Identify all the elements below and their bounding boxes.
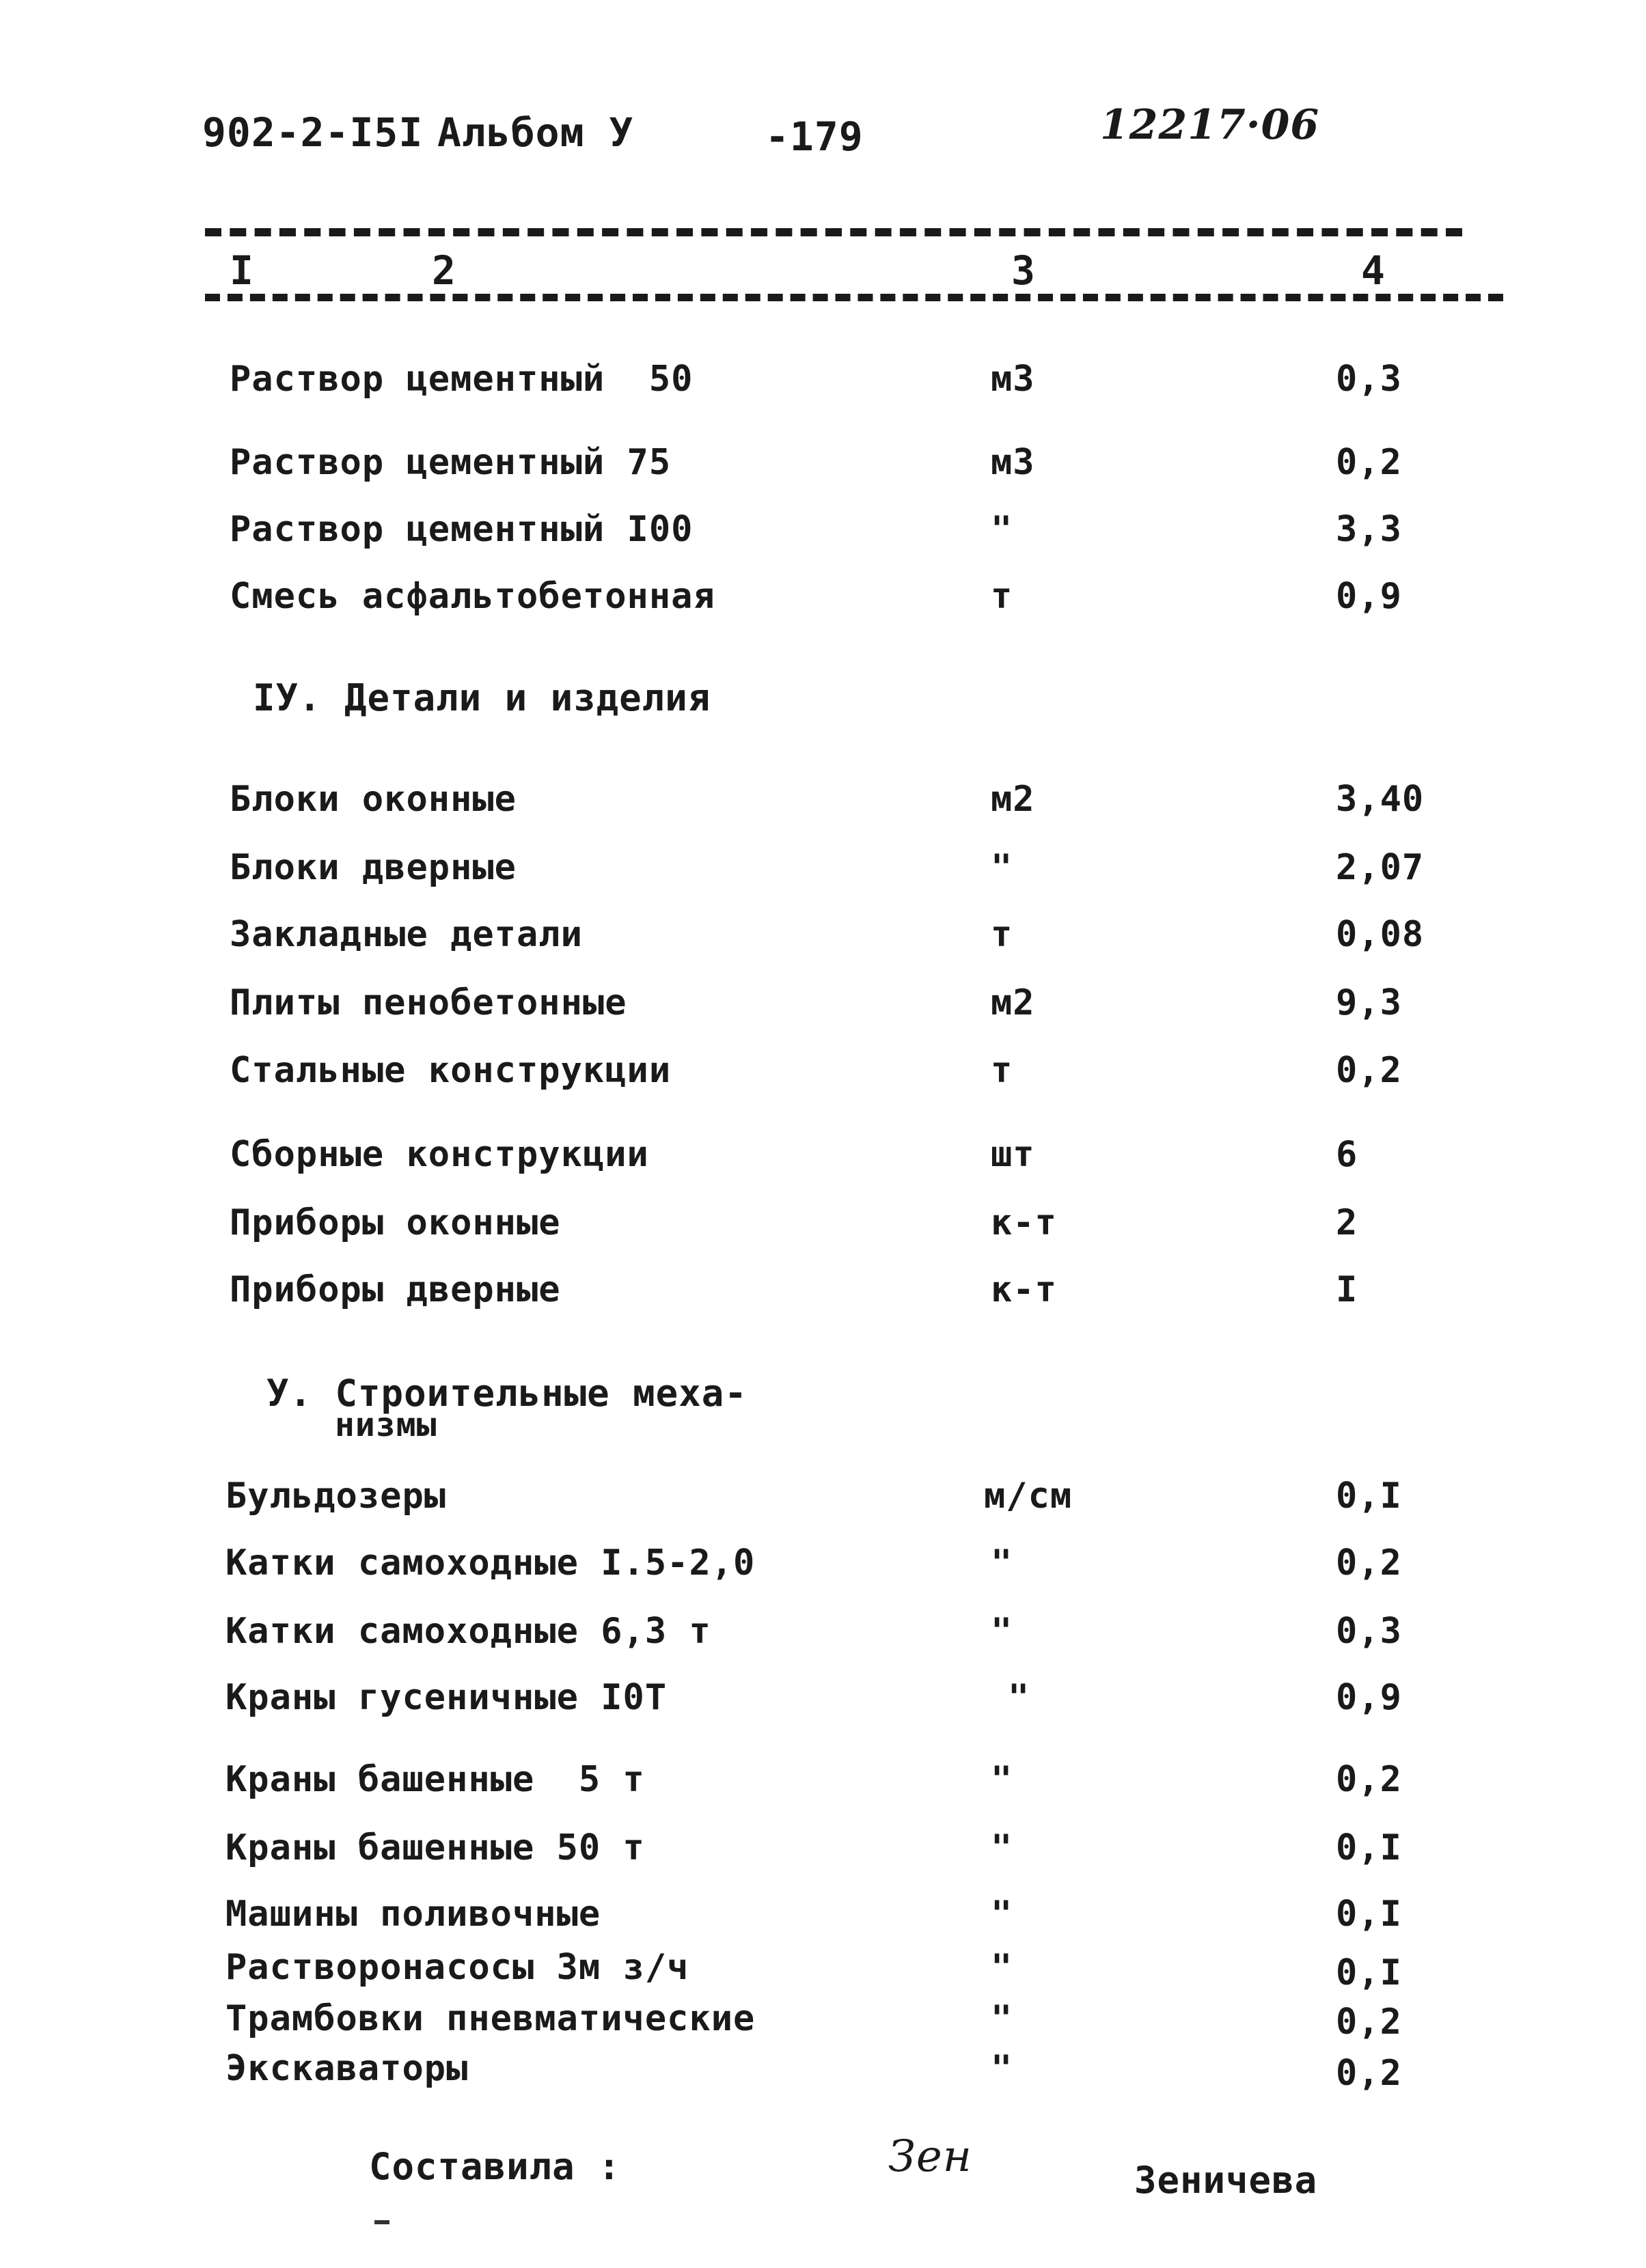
table-top-rule: [205, 228, 1462, 236]
row-name: Растворонасосы 3м з/ч: [225, 1947, 689, 1988]
row-name: Катки самоходные I.5-2,0: [225, 1543, 756, 1584]
row-unit: ": [991, 1894, 1013, 1935]
row-unit: к-т: [991, 1269, 1057, 1310]
row-name: Плиты пенобетонные: [230, 982, 627, 1023]
row-unit: м/см: [984, 1476, 1073, 1517]
row-qty: 2,07: [1336, 847, 1425, 888]
row-name: Краны башенные 5 т: [225, 1759, 645, 1800]
row-unit: ": [991, 1543, 1013, 1584]
row-qty: 0,2: [1336, 1543, 1402, 1584]
row-name: Блоки оконные: [230, 779, 517, 820]
row-name: Блоки дверные: [230, 847, 517, 888]
column-number-3: 3: [1007, 247, 1040, 294]
row-name: Машины поливочные: [225, 1894, 601, 1935]
row-name: Раствор цементный 50: [230, 359, 694, 400]
row-unit: ": [991, 2048, 1013, 2089]
row-unit: ": [991, 1759, 1013, 1800]
section-heading-machines-cont: низмы: [335, 1406, 437, 1444]
row-unit: ": [1008, 1677, 1030, 1718]
row-qty: 0,I: [1336, 1894, 1402, 1935]
signature: Зен: [888, 2131, 972, 2182]
row-unit: ": [991, 1947, 1013, 1988]
row-unit: м2: [991, 779, 1035, 820]
compiler-name: Зеничева: [1134, 2159, 1318, 2202]
row-qty: 0,2: [1336, 1050, 1402, 1091]
stray-mark: [374, 2220, 389, 2224]
row-qty: 0,3: [1336, 1611, 1402, 1652]
row-qty: 0,9: [1336, 576, 1402, 617]
row-qty: 0,I: [1336, 1476, 1402, 1517]
row-qty: I: [1336, 1269, 1358, 1310]
row-name: Смесь асфальтобетонная: [230, 576, 715, 617]
row-name: Раствор цементный I00: [230, 509, 694, 550]
row-unit: ": [991, 1611, 1013, 1652]
row-unit: ": [991, 1827, 1013, 1868]
handwritten-number: 12217·06: [1100, 101, 1320, 149]
row-qty: 0,3: [1336, 359, 1402, 400]
row-qty: 0,9: [1336, 1677, 1402, 1718]
row-name: Трамбовки пневматические: [225, 1998, 756, 2039]
row-unit: м3: [991, 359, 1035, 400]
row-qty: 0,I: [1336, 1952, 1402, 1993]
document-code: 902-2-I5I: [202, 109, 424, 156]
row-name: Приборы оконные: [230, 1202, 561, 1243]
row-name: Сборные конструкции: [230, 1134, 649, 1175]
compiled-by-label: Составила :: [369, 2145, 621, 2188]
row-name: Экскаваторы: [225, 2048, 469, 2089]
row-name: Стальные конструкции: [230, 1050, 672, 1091]
row-unit: шт: [991, 1134, 1035, 1175]
row-name: Раствор цементный 75: [230, 442, 672, 483]
section-heading-details: IУ. Детали и изделия: [253, 676, 711, 719]
row-unit: т: [991, 576, 1013, 617]
row-unit: м2: [991, 982, 1035, 1023]
column-number-1: I: [225, 247, 258, 294]
row-qty: 0,2: [1336, 442, 1402, 483]
row-name: Краны башенные 50 т: [225, 1827, 645, 1868]
row-name: Катки самоходные 6,3 т: [225, 1611, 711, 1652]
column-number-2: 2: [428, 247, 461, 294]
row-qty: 0,2: [1336, 1759, 1402, 1800]
column-number-rule: [205, 294, 1503, 301]
row-qty: 0,08: [1336, 914, 1425, 955]
row-qty: 0,I: [1336, 1827, 1402, 1868]
row-unit: ": [991, 1998, 1013, 2039]
row-unit: т: [991, 914, 1013, 955]
row-unit: к-т: [991, 1202, 1057, 1243]
row-qty: 3,3: [1336, 509, 1402, 550]
row-unit: м3: [991, 442, 1035, 483]
section-heading-machines: У. Строительные меха-: [266, 1372, 747, 1415]
row-qty: 6: [1336, 1134, 1358, 1175]
row-name: Закладные детали: [230, 914, 583, 955]
column-number-4: 4: [1357, 247, 1390, 294]
row-qty: 9,3: [1336, 982, 1402, 1023]
row-unit: ": [991, 509, 1013, 550]
row-unit: т: [991, 1050, 1013, 1091]
row-qty: 0,2: [1336, 2002, 1402, 2043]
row-qty: 2: [1336, 1202, 1358, 1243]
page-number: -179: [765, 113, 864, 160]
row-qty: 0,2: [1336, 2053, 1402, 2094]
album-label: Альбом У: [437, 109, 634, 156]
row-unit: ": [991, 847, 1013, 888]
row-name: Краны гусеничные I0Т: [225, 1677, 668, 1718]
row-name: Бульдозеры: [225, 1476, 447, 1517]
row-name: Приборы дверные: [230, 1269, 561, 1310]
row-qty: 3,40: [1336, 779, 1425, 820]
